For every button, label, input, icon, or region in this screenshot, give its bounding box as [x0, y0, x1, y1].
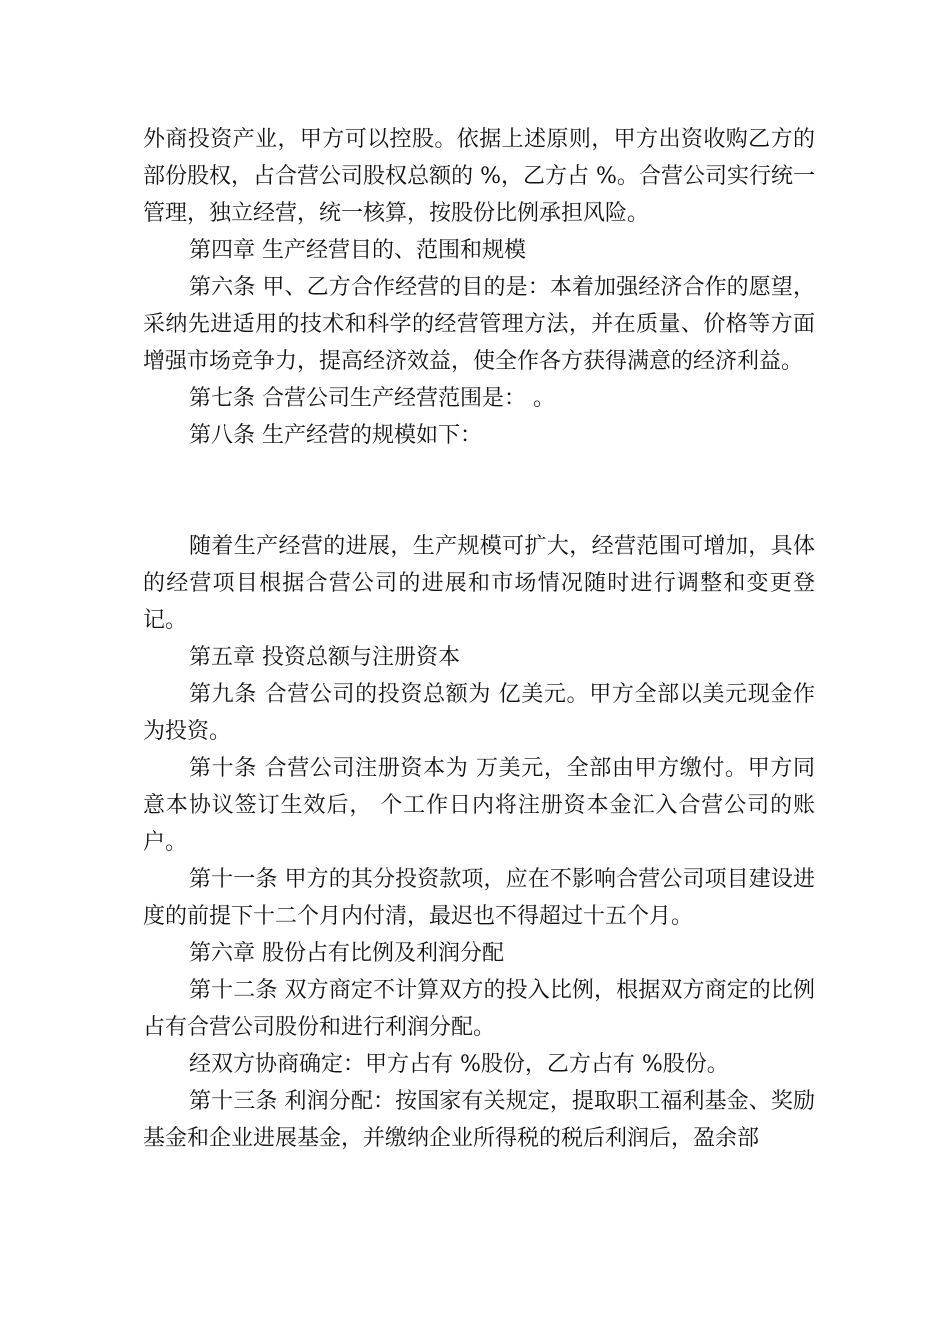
article-13: 第十三条 利润分配：按国家有关规定，提取职工福利基金、奖励基金和企业进展基金，并缴纳企业所得税的税后利润后，盈余部	[143, 1089, 815, 1151]
blank-space	[143, 454, 815, 528]
article-6: 第六条 甲、乙方合作经营的目的是：本着加强经济合作的愿望，采纳先进适用的技术和科学的经营管理方法，并在质量、价格等方面增强市场竞争力，提高经济效益，使全作各方获得满意的经济利益。	[143, 275, 815, 374]
paragraph-continuation: 外商投资产业，甲方可以控股。依据上述原则，甲方出资收购乙方的部份股权，占合营公司股权总额的 %，乙方占 %。合营公司实行统一管理，独立经营，统一核算，按股份比例承担风险。	[143, 127, 815, 226]
article-8: 第八条 生产经营的规模如下：	[189, 423, 482, 448]
chapter-5-heading: 第五章 投资总额与注册资本	[189, 645, 460, 670]
article-7: 第七条 合营公司生产经营范围是： 。	[189, 386, 555, 411]
scale-expansion-paragraph: 随着生产经营的进展，生产规模可扩大，经营范围可增加，具体的经营项目根据合营公司的进展和市场情况随时进行调整和变更登记。	[143, 534, 815, 633]
share-ratio-paragraph: 经双方协商确定：甲方占有 %股份，乙方占有 %股份。	[189, 1052, 729, 1077]
document-body	[143, 121, 815, 1157]
article-10: 第十条 合营公司注册资本为 万美元，全部由甲方缴付。甲方同意本协议签订生效后， 个工作日内将注册资本金汇入合营公司的账户。	[143, 756, 815, 855]
article-11: 第十一条 甲方的其分投资款项，应在不影响合营公司项目建设进度的前提下十二个月内付清，最迟也不得超过十五个月。	[143, 867, 815, 929]
chapter-6-heading: 第六章 股份占有比例及利润分配	[189, 941, 504, 966]
chapter-4-heading: 第四章 生产经营目的、范围和规模	[189, 238, 526, 263]
article-12: 第十二条 双方商定不计算双方的投入比例，根据双方商定的比例占有合营公司股份和进行利润分配。	[143, 978, 815, 1040]
article-9: 第九条 合营公司的投资总额为 亿美元。甲方全部以美元现金作为投资。	[143, 682, 815, 744]
